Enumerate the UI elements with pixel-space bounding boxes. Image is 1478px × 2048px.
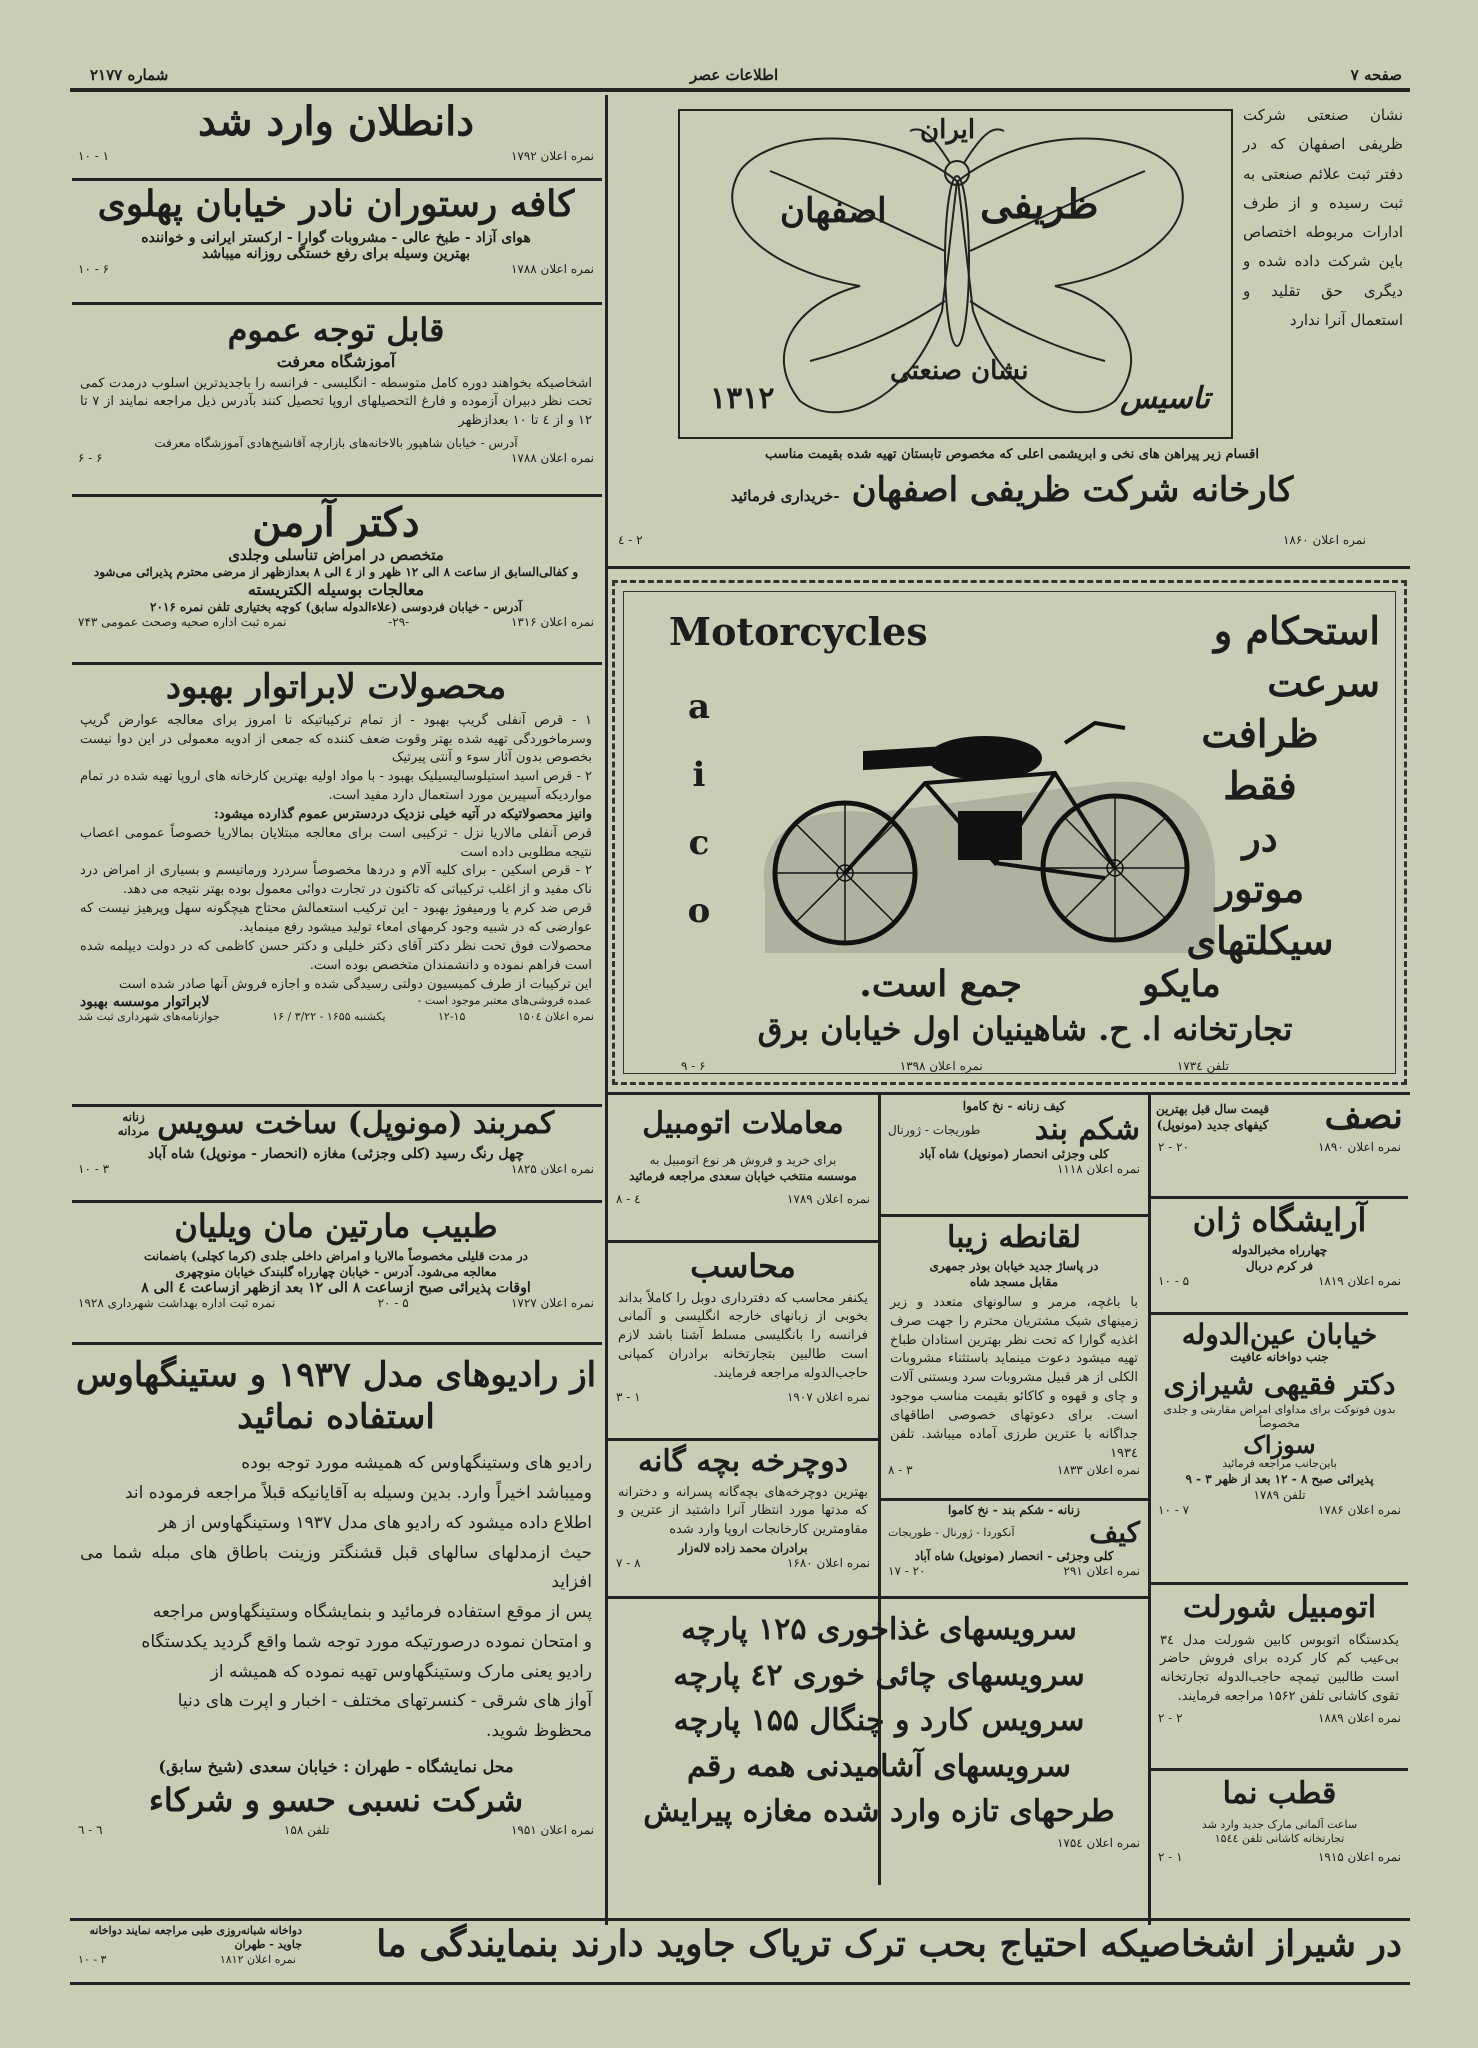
ad-subtitle: متخصص در امراض تناسلی وجلدی (228, 546, 444, 564)
brand-letter: c (688, 823, 710, 863)
ad-code: ۲ - ۲ (1158, 1710, 1183, 1725)
ad-title: استفاده نمائید (237, 1396, 435, 1437)
ad-footer (72, 1296, 600, 1310)
ad-code: ۳ - ۱۰ (78, 1952, 107, 1966)
ad-line: مقابل مسجد شاه (969, 1274, 1059, 1289)
slogan-word: استحکام و سرعت (1213, 608, 1380, 705)
ad-address: محل نمایشگاه - طهران : خیابان سعدی (شیخ سابق) (158, 1756, 514, 1776)
ad-line: جنب دواخانه عافیت (1230, 1350, 1329, 1365)
factory-name: کارخانه شرکت ظریفی اصفهان (851, 470, 1294, 510)
ad-title: دوچرخه بچه گانه (637, 1444, 849, 1479)
divider (880, 1498, 1148, 1501)
notice-number: نمره اعلان ۱۷۸۸ (510, 261, 594, 276)
ad-radio (72, 1346, 600, 1914)
ad-line: در پاساژ جدید خیابان بوذر جمهری (929, 1258, 1099, 1273)
ad-body-line: و امتحان نموده درصورتیکه مورد توجه شما واقع گردید یکدستگاه (141, 1631, 592, 1652)
notice-number: نمره اعلان ۱۳۹۸ (899, 1059, 983, 1073)
notice-number: نمره اعلان ۲۹۱ (1063, 1563, 1140, 1578)
ad-doctor-martin (72, 1204, 600, 1340)
ad-footer (612, 533, 1372, 547)
notice-number: نمره اعلان ۱۸۶۰ (1282, 533, 1366, 547)
ad-kif (882, 1502, 1146, 1594)
ad-footer (1152, 1140, 1407, 1154)
ad-item: ۲ - قرص اسید استیلوسالیسیلیک بهبود - با مواد اولیه بهترین کارخانه های اروپا تهیه شده در تمام مواردیکه آسپیرین مورد استعمال دارد مفید است. (80, 769, 592, 804)
notice-number: نمره اعلان ۱۹۰۷ (786, 1389, 870, 1404)
dish-line: سرویسهای غذاخوری ۱۲۵ پارچه (681, 1612, 1077, 1647)
notice-number: نمره اعلان ۱۷۵٤ (1056, 1835, 1140, 1850)
notice-number: نمره اعلان ۱۷۲۷ (510, 1295, 594, 1310)
ad-code: ۶ - ۱۰ (78, 261, 110, 276)
ad-address: آدرس - خیابان فردوسی (علاءالدوله سابق) کوچه بختیاری تلفن نمره ۲۰۱۶ (150, 600, 522, 615)
ad-behbud-lab (72, 666, 600, 1102)
brand-letter: a (687, 687, 711, 727)
ad-footer (610, 1556, 876, 1570)
ad-line: بدون فوتوکت برای مداوای امراض مقاربتی و جلدی مخصوصاً (1163, 1402, 1396, 1431)
ad-line: فر کرم دربال (1245, 1258, 1314, 1273)
notice-number: نمره اعلان ۱۹۵۱ (510, 1823, 594, 1838)
ad-footer (72, 262, 600, 276)
phone-number: تلفن ۱۵۸ (283, 1823, 330, 1838)
ad-brand: سوزاک (1243, 1429, 1316, 1459)
slogan-word: در (1242, 814, 1278, 860)
banner-text: در شیراز اشخاصیکه احتیاج بحب ترک تریاک جاوید دارند بنمایندگی ما (376, 1923, 1402, 1965)
dish-line: سرویسهای چائی خوری ٤۲ پارچه (673, 1657, 1085, 1693)
slogan-word: فقط (1223, 763, 1297, 809)
ad-title: محاسب (690, 1247, 796, 1285)
ad-item: قرص ضد کرم یا ورمیفوژ بهبود - این ترکیب استعمالش محتاج هیچگونه سهل وپرهیز نیست که عوارضی که در شبیه وجود کرمهای امعاء تولید میشود رفع مینماید. (80, 901, 592, 935)
ad-line: قیمت سال قبل بهترین (1156, 1101, 1270, 1116)
ad-bicycle (610, 1442, 876, 1594)
ad-item: محصولات فوق تحت نظر دکتر آقای دکتر خلیلی و دکتر حسن کاظمی که در دولت دیپلمه شده است فراهم نموده و دانشمندان متخصص بوده است. (80, 938, 592, 973)
dish-line: سرویس کارد و چنگال ۱۵۵ پارچه (673, 1703, 1085, 1738)
ad-footer (1152, 1274, 1407, 1288)
ad-hours: پذیرائی صبح ۸ - ۱۲ بعد از ظهر ۳ - ۹ (1185, 1472, 1374, 1487)
ad-chevrolet (1152, 1586, 1407, 1766)
brand-letter: o (687, 891, 711, 931)
ad-danatlan (72, 95, 600, 175)
notice-number: نمره اعلان ۱۸۹۰ (1317, 1139, 1401, 1154)
ad-top: زنانه - شکم بند - نخ کاموا (948, 1503, 1080, 1517)
ad-tag: مردانه (117, 1123, 150, 1138)
ad-item: عمده فروشی‌های معتبر موجود است - (417, 994, 592, 1008)
notice-number: نمره اعلان ۱۱۱۸ (1056, 1161, 1140, 1176)
ad-title: دانطلان وارد شد (197, 98, 475, 145)
notice-number: نمره اعلان ۱۸۲۵ (510, 1161, 594, 1176)
ad-line: برای خرید و فروش هر نوع اتومبیل به (649, 1152, 837, 1167)
ad-body: یکدستگاه اتوبوس کابین شورلت مدل ۳٤ بی‌عیب کم کار کرده برای فروش حاضر است طالبین تیمچه حاجب‌الدوله تجارتخانه تقوی کاشانی تلفن ۱۵۶۲ مراجعه فرمایند. (1160, 1632, 1399, 1705)
ad-footer (610, 1192, 876, 1206)
notice-number: نمره اعلان ۱۸۱۹ (1317, 1273, 1401, 1288)
ad-body: بهترین دوچرخه‌های بچه‌گانه پسرانه و دخترانه که مدتها مورد انتظار آنرا داشتید از عترین و مقاومترین کارخانجات اروپا وارد شده (618, 1484, 868, 1538)
notice-number: نمره اعلان ۱۷۸۸ (510, 451, 594, 466)
divider (608, 1438, 880, 1441)
ad-date: یکشنبه ۱۶۵۵ - ۳/۲۲ / ۱۶ (272, 1010, 386, 1024)
ad-hours: اوقات پذیرائی صبح ازساعت ۸ الی ۱۲ بعد ازظهر ازساعت ٤ الی ۸ (141, 1279, 531, 1296)
phone-number: تلفن ۱۷۸۹ (1253, 1488, 1306, 1503)
ad-body: با باغچه، مرمر و سالونهای متعدد و زیر زمینهای شیک مشتریان محترم را جهت صرف اغذیه گوارا که تحت نظر بهترین استادان طباخ تهیه میشود دعوت مینماید باستثناء مشروبات الکلی از هر قبیل مشروبات سرد وبستنی آلات و چای و قهوه و کاکائو بقیمت مناسب موجود است. برای دعوتهای خصوصی اطاقهای جداگانه با عترین طرزی آماده میباشد. تلفن ۱۹۳٤ (890, 1294, 1138, 1461)
ad-doctor-armen (72, 498, 600, 658)
ad-accountant (610, 1244, 876, 1436)
dish-line: طرحهای تازه وارد شده مغازه پیرایش (643, 1794, 1115, 1829)
ad-title: طبیب مارتین مان ویلیان (174, 1207, 498, 1245)
ad-line: تجارتخانه کاشانی تلفن ۱۵٤٤ (1214, 1831, 1345, 1845)
ad-title: آرایشگاه ژان (1192, 1201, 1367, 1239)
divider (1150, 1312, 1408, 1315)
ad-item: وانیز محصولاتیکه در آتیه خیلی نزدیک دردسترس عموم گذارده میشود: (214, 806, 592, 822)
ad-desc: اقسام زیر پیراهن های نخی و ابریشمی اعلی که مخصوص تابستان تهیه شده بقیمت مناسب (765, 447, 1259, 462)
permit-number: نمره ثبت اداره صحیه وصحت عمومی ۷۴۳ (78, 615, 287, 630)
ad-body: یکنفر محاسب که دفترداری دوبل را کاملاً بداند بخوبی از زبانهای خارجه انگلیسی و آلمانی فرانسه را بانگلیسی مسلط آشنا باشد لازم است طالبین بتجارتخانه برادران کمپانی حاجب‌الدوله مراجعه فرمایند. (618, 1290, 868, 1381)
ad-footer (72, 1953, 302, 1966)
ad-butterfly-trademark (612, 95, 1407, 565)
phone-number: تلفن ۱۷۳٤ (1176, 1059, 1229, 1073)
ad-code: -۲۹- (388, 615, 410, 630)
ad-belt (72, 1108, 600, 1198)
ad-title: قطب نما (1222, 1776, 1337, 1811)
logo-zarifi: ظریفی (980, 181, 1099, 228)
ad-code: ۳ - ۱۰ (78, 1161, 110, 1176)
ad-zhan (1152, 1200, 1407, 1310)
ad-line: چهل رنگ رسید (کلی وجزئی) مغازه (انحصار - مونوپل) شاه آباد (147, 1145, 525, 1162)
ad-footer (675, 1059, 1235, 1073)
ad-footer (72, 1162, 600, 1176)
ad-school (72, 306, 600, 492)
notice-number: نمره اعلان ۱۵۰٤ (517, 1010, 594, 1024)
slogan-word: سیکلتهای (1186, 918, 1334, 964)
ad-title: خیابان عین‌الدوله (1181, 1318, 1378, 1351)
ad-footer (1152, 1850, 1407, 1864)
ad-item: این ترکیبات از طرف کمیسیون دولتی رسیدگی شده و اجازه فروش آنها صادر شده است (118, 976, 592, 992)
ad-code: ۶ - ۶ (78, 451, 103, 466)
ad-title: محصولات لابراتوار بهبود (165, 667, 507, 707)
ad-code: ٦ - ٦ (78, 1823, 103, 1838)
lab-name: لابراتوار موسسه بهبود (80, 994, 210, 1011)
ad-line: هوای آزاد - طبخ عالی - مشروبات گوارا - ارکستر ایرانی و خواننده (141, 229, 531, 246)
ad-footer (882, 1463, 1146, 1477)
issue-number: شماره ۲۱۷۷ (90, 66, 169, 84)
butterfly-logo-frame (678, 109, 1233, 439)
divider (1150, 1196, 1408, 1199)
permit-number: نمره ثبت اداره بهداشت شهرداری ۱۹۲۸ (78, 1295, 276, 1310)
ad-line: بهترین وسیله برای رفع خستگی روزانه میباشد (202, 245, 470, 262)
ad-code: ۱ - ۱۰ (78, 149, 110, 163)
notice-number: نمره اعلان ۱۳۱۶ (510, 615, 594, 630)
dealer-name: تجارتخانه ا. ح. شاهینیان اول خیابان برق (757, 1010, 1293, 1048)
ad-code: ۳ - ۸ (888, 1463, 913, 1478)
ad-body-line: پس از موقع استفاده فرمائید و بنمایشگاه وستینگهاوس مراجعه (152, 1602, 592, 1623)
divider (608, 566, 1410, 569)
ad-item: ۱ - قرص آنفلی گریپ بهبود - از تمام ترکیباتیکه تا امروز برای معالجه عوارض گریپ وسرماخوردگی تهیه شده بهتر وقوت ضعف کننده که جمعی از ادویه معمولی در این دوا نیست بخصوص بدون آثار سوء و آنتی پیرتیک (80, 712, 592, 766)
divider (1150, 1582, 1408, 1585)
ad-cta: -خریداری فرمائید (730, 487, 840, 505)
ad-footer (610, 1390, 876, 1404)
ad-bottom-banner (72, 1922, 1407, 1978)
ad-title: کافه رستوران نادر خیابان پهلوی (97, 183, 575, 225)
notice-number: نمره اعلان ۱۷۸۶ (1317, 1503, 1401, 1518)
ad-code: ۷ - ۱۰ (1158, 1503, 1190, 1518)
ad-title: لقانطه زیبا (947, 1220, 1081, 1255)
logo-neshan: نشان صنعتی (890, 356, 1029, 386)
ad-line: معالجه می‌شود. آدرس - خیابان چهارراه گلبندک خیابان منوچهری (175, 1264, 497, 1279)
ad-line: کلی وجزئی - انحصار (مونوپل) شاه آباد (914, 1548, 1114, 1563)
notice-number: نمره اعلان ۱۹۱۵ (1317, 1850, 1401, 1865)
notice-number: نمره اعلان ۱۷۹۲ (510, 149, 594, 163)
ad-footer (72, 451, 600, 465)
permit-number: جوازنامه‌های شهرداری ثبت شد (78, 1010, 220, 1024)
notice-number: نمره اعلان ۱۸۳۳ (1056, 1463, 1140, 1478)
ad-line: موسسه منتخب خیابان سعدی مراجعه فرمائید (629, 1168, 857, 1183)
ad-line: باین‌جانب مراجعه فرمائید (1222, 1456, 1337, 1470)
ad-code: ۸ - ۷ (616, 1556, 641, 1571)
ad-laqanteh (882, 1218, 1146, 1496)
slogan-word: مایکو (1142, 963, 1221, 1005)
divider (72, 178, 602, 181)
ad-line: کلی وجزئی انحصار (مونوپل) شاه آباد (919, 1146, 1109, 1161)
seller-name: برادران محمد زاده لاله‌زار (678, 1541, 808, 1556)
ad-tag: زنانه (122, 1109, 145, 1124)
ad-code: ۲ - ٤ (618, 533, 643, 547)
ad-line: در مدت قلیلی مخصوصاً مالاریا و امراض داخلی جلدی (کرما کچلی) باضمانت (143, 1248, 529, 1263)
ad-code: ۵ - ۱۰ (1158, 1273, 1190, 1288)
ad-address: آدرس - خیابان شاهپور بالاخانه‌های بازارچه آقاشیخ‌هادی آموزشگاه معرفت (154, 436, 518, 451)
ad-footer (882, 1564, 1146, 1578)
page-label: صفحه ۷ (1350, 66, 1402, 84)
ad-code: ۲۰ - ۱۷ (888, 1563, 926, 1578)
ad-footer (882, 1162, 1146, 1176)
masthead (70, 66, 1410, 88)
ad-code: ۱ - ۳ (616, 1389, 641, 1404)
slogan-word: ظرافت (1201, 711, 1319, 757)
ad-nesf (1152, 1098, 1407, 1194)
ad-motorcycles (612, 580, 1407, 1085)
notice-number: نمره اعلان ۱۶۸۰ (786, 1556, 870, 1571)
ad-dishes (612, 1602, 1146, 1892)
divider (72, 1342, 602, 1345)
logo-year: ۱۳۱۲ (710, 381, 775, 416)
brand-letter: i (692, 755, 706, 795)
divider (70, 1918, 1410, 1921)
slogan-word: جمع است. (859, 963, 1023, 1005)
ad-title: از رادیوهای مدل ۱۹۳۷ و ستینگهاوس (75, 1355, 597, 1395)
ad-line: دواخانه شبانه‌روزی طبی مراجعه نمایند دواخانه جاوید - طهران (89, 1924, 302, 1952)
divider (72, 302, 602, 305)
ad-line: آنکوردا - ژورنال - طوریجات (888, 1525, 1015, 1539)
divider (1150, 1768, 1408, 1771)
doctor-name: دکتر فقیهی شیرازی (1163, 1367, 1396, 1401)
column-rule-left (605, 95, 608, 1925)
ad-footer (1152, 1711, 1407, 1725)
ad-footer (72, 1823, 600, 1837)
ad-body-line: رادیو یعنی مارک وستینگهاوس تهیه نموده که همیشه از (210, 1661, 592, 1682)
column-rule-right (1148, 1095, 1151, 1925)
ad-code: ۵ - ۲۰ (377, 1295, 409, 1310)
ad-footer (1152, 1503, 1407, 1517)
ad-title: کمربند (مونوپل) ساخت سویس (157, 1108, 555, 1141)
notice-number: نمره اعلان ۱۸۸۹ (1317, 1710, 1401, 1725)
ad-body-line: اطلاع داده میشود که رادیو های مدل ۱۹۳۷ وستینگهاوس از هر (158, 1512, 592, 1533)
ad-title: کیف (1089, 1516, 1140, 1550)
ad-line: کیفهای جدید (مونوپل) (1156, 1117, 1269, 1132)
divider (880, 1214, 1148, 1217)
ad-small-block (72, 1924, 302, 1966)
slogan-word: موتور (1215, 866, 1305, 912)
ad-footer (72, 1010, 600, 1023)
trademark-side-text: نشان صنعتی شرکت ظریفی اصفهان که در دفتر ثبت علائم صنعتی به ثبت رسیده و از طرف ادارات مربوطه اختصاص باین شرکت داده شده و دیگری حق تقلید و استعمال آنرا ندارد (1243, 106, 1403, 329)
ad-title: نصف (1324, 1098, 1403, 1137)
notice-number: نمره اعلان ۱۸۱۲ (219, 1952, 296, 1966)
ad-code: ۱ - ۲ (1158, 1850, 1183, 1865)
ad-shekamband (882, 1098, 1146, 1212)
motorcycles-en-title: Motorcycles (669, 609, 928, 654)
masthead-rule (70, 88, 1410, 92)
logo-isfahan: اصفهان (780, 191, 887, 231)
ad-title: دکتر آرمن (252, 499, 420, 546)
divider (608, 1092, 1410, 1095)
ad-body-line: آواز های شرقی - کنسرتهای مختلف - اخبار و اپرت های دنیا (177, 1691, 592, 1712)
divider (608, 1240, 880, 1243)
motorcycles-slogan (1140, 605, 1380, 967)
divider (72, 1200, 602, 1203)
ad-line: ساعت آلمانی مارک جدید وارد شد (1201, 1817, 1358, 1831)
ad-code: ۱۲-۱۵ (438, 1010, 466, 1024)
ad-title: شکم بند (1034, 1112, 1140, 1148)
notice-number: نمره اعلان ۱۷۸۹ (786, 1191, 870, 1206)
ad-item: قرص آنفلی مالاریا نزل - ترکیبی است برای معالجه مبتلایان بمالاریا خصوصاً عمومی اعصاب نتیجه مطلوبی داده است (80, 825, 592, 860)
ad-title: قابل توجه عموم (227, 311, 445, 349)
ad-body-line: حیث ازمدلهای سالهای قبل قشنگتر وزینت باطاق های مبله شما می افزاید (80, 1542, 592, 1593)
ad-top: کیف زنانه - نخ کاموا (962, 1099, 1066, 1113)
divider (72, 494, 602, 497)
ad-body-line: ومیباشد اخیراً وارد. بدین وسیله به آقایانیکه قبلاً مراجعه فرموده اند (124, 1483, 592, 1504)
ad-footer (72, 615, 600, 629)
logo-tasis: تاسیس (1120, 381, 1210, 416)
ad-footer (612, 1836, 1146, 1850)
company-name: شرکت نسبی حسو و شرکاء (148, 1780, 524, 1819)
ad-doctor-faqihi (1152, 1316, 1407, 1580)
paper-name: اطلاعات عصر (690, 66, 779, 84)
ad-line: چهارراه مخبرالدوله (1231, 1242, 1328, 1257)
ad-title: اتومبیل شورلت (1182, 1590, 1377, 1625)
ad-body: اشخاصیکه بخواهند دوره کامل متوسطه - انگلیسی - فرانسه را باجدیدترین اسلوب درمدت کمی تحت نظر دبیران آزموده و فارغ التحصیلهای اروپا تحصیل کنند بآدرس ذیل مراجعه نمایند از ۷ تا ۱۲ و از ٤ تا ۱۰ بعدازظهر (80, 375, 592, 429)
dish-line: سرویسهای آشامیدنی همه رقم (687, 1748, 1071, 1784)
ad-item: ۲ - قرص اسکین - برای کلیه آلام و دردها مخصوصاً سردرد ورماتیسم و بسیاری از امراض درد ناک مفید و از اغلب ترکیباتی که تاکنون در تجارت دوائی معمول بوده بهتر نتیجه می دهد. (80, 863, 592, 898)
ad-code: ۲۰ - ۲ (1158, 1139, 1190, 1154)
divider (72, 662, 602, 665)
ad-cafe (72, 182, 600, 300)
ad-line: طوریجات - ژورنال (888, 1122, 981, 1137)
ad-code: ۶ - ۹ (681, 1059, 706, 1073)
logo-iran: ایران (920, 115, 976, 145)
brand-letters (679, 673, 719, 945)
ad-title: معاملات اتومبیل (642, 1106, 844, 1141)
ad-body-line: رادیو های وستینگهاوس که همیشه مورد توجه بوده (241, 1453, 592, 1474)
divider (608, 1596, 1148, 1599)
ad-code: ٤ - ۸ (616, 1191, 641, 1206)
ad-compass (1152, 1772, 1407, 1890)
divider (72, 1104, 602, 1107)
ad-body-line: محظوظ شوید. (485, 1721, 592, 1742)
ad-subtitle: آموزشگاه معرفت (276, 351, 396, 371)
ad-line: و کفالی‌السابق از ساعت ۸ الی ۱۲ ظهر و از ٤ الی ۸ بعدازظهر از مرضی محترم پذیرائی می‌شود (93, 565, 579, 579)
divider (70, 1982, 1410, 1985)
ad-line: معالجات بوسیله الکتریسته (247, 580, 425, 600)
ad-auto-trade (610, 1098, 876, 1238)
ad-footer (72, 149, 600, 163)
